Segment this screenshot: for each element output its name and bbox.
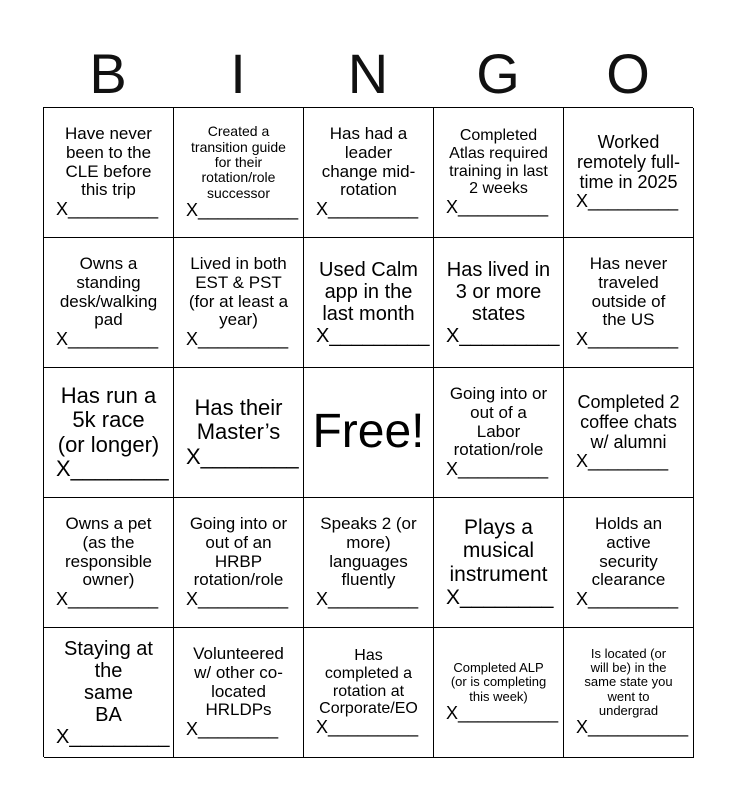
header-letter-o: O bbox=[606, 42, 650, 105]
bingo-cell[interactable] bbox=[564, 628, 694, 758]
signature-line[interactable]: X_________ bbox=[56, 588, 159, 609]
signature-line[interactable]: X__________ bbox=[576, 717, 689, 738]
signature-line[interactable]: X_________ bbox=[56, 328, 159, 349]
cell-prompt: Used Calm app in the last month bbox=[319, 258, 418, 325]
header-letter-n: N bbox=[347, 42, 389, 105]
bingo-cell[interactable] bbox=[44, 368, 174, 498]
cell-prompt: Has had a leader change mid- rotation bbox=[321, 124, 416, 200]
signature-line[interactable]: X_________ bbox=[316, 588, 419, 609]
signature-line[interactable]: X_________ bbox=[576, 588, 679, 609]
bingo-cell[interactable] bbox=[564, 108, 694, 238]
cell-prompt: Owns a standing desk/walking pad bbox=[59, 254, 158, 330]
cell-prompt: Going into or out of an HRBP rotation/role bbox=[189, 514, 288, 590]
header-letter-b: B bbox=[89, 42, 127, 105]
cell-prompt: Completed 2 coffee chats w/ alumni bbox=[577, 391, 680, 452]
signature-line[interactable]: X________ bbox=[186, 718, 279, 739]
bingo-cell[interactable] bbox=[44, 498, 174, 628]
bingo-cell[interactable] bbox=[174, 628, 304, 758]
signature-line[interactable]: X_________ bbox=[316, 716, 419, 737]
signature-line[interactable]: X_________ bbox=[576, 328, 679, 349]
bingo-cell[interactable] bbox=[434, 238, 564, 368]
cell-prompt: Completed ALP (or is completing this week) bbox=[450, 660, 547, 704]
cell-prompt: Going into or out of a Labor rotation/role bbox=[449, 384, 548, 460]
bingo-cell[interactable] bbox=[434, 498, 564, 628]
cell-prompt: Plays a musical instrument bbox=[449, 516, 548, 586]
free-cell[interactable] bbox=[304, 368, 434, 498]
cell-prompt: Worked remotely full- time in 2025 bbox=[576, 131, 681, 192]
signature-line[interactable]: X_________ bbox=[446, 324, 560, 347]
cell-prompt: Speaks 2 (or more) languages fluently bbox=[320, 514, 417, 590]
signature-line[interactable]: X________ bbox=[186, 443, 299, 469]
signature-line[interactable]: X_________ bbox=[56, 725, 170, 748]
bingo-cell[interactable] bbox=[304, 108, 434, 238]
signature-line[interactable]: X_________ bbox=[56, 198, 159, 219]
signature-line[interactable]: X_________ bbox=[316, 324, 430, 347]
bingo-cell[interactable] bbox=[44, 628, 174, 758]
cell-prompt: Have never been to the CLE before this trip bbox=[65, 124, 152, 200]
bingo-cell[interactable] bbox=[304, 628, 434, 758]
bingo-cell[interactable] bbox=[44, 108, 174, 238]
cell-prompt: Has lived in 3 or more states bbox=[446, 258, 551, 325]
bingo-cell[interactable] bbox=[174, 108, 304, 238]
bingo-cell[interactable] bbox=[564, 498, 694, 628]
signature-line[interactable]: X_________ bbox=[446, 196, 549, 217]
cell-prompt: Has completed a rotation at Corporate/EO bbox=[319, 647, 418, 718]
cell-prompt: Staying at the same BA bbox=[64, 637, 153, 726]
signature-line[interactable]: X_________ bbox=[316, 198, 419, 219]
bingo-cell[interactable] bbox=[44, 238, 174, 368]
cell-prompt: Has their Master’s bbox=[194, 395, 283, 445]
header-letter-i: I bbox=[230, 42, 246, 105]
header-letter-g: G bbox=[476, 42, 520, 105]
bingo-cell[interactable] bbox=[564, 368, 694, 498]
signature-line[interactable]: X_________ bbox=[446, 458, 549, 479]
free-label: Free! bbox=[312, 405, 425, 459]
cell-prompt: Completed Atlas required training in last 2 weeks bbox=[449, 127, 548, 198]
signature-line[interactable]: X_________ bbox=[576, 191, 679, 212]
bingo-grid bbox=[43, 107, 693, 757]
cell-prompt: Owns a pet (as the responsible owner) bbox=[65, 514, 152, 590]
bingo-cell[interactable] bbox=[174, 498, 304, 628]
bingo-cell[interactable] bbox=[434, 628, 564, 758]
cell-prompt: Holds an active security clearance bbox=[591, 514, 666, 590]
cell-prompt: Is located (or will be) in the same state you went to undergrad bbox=[584, 645, 673, 719]
signature-line[interactable]: X__________ bbox=[446, 703, 559, 724]
signature-line[interactable]: X__________ bbox=[186, 200, 299, 221]
signature-line[interactable]: X_________ bbox=[186, 328, 289, 349]
bingo-cell[interactable] bbox=[564, 238, 694, 368]
cell-prompt: Has run a 5k race (or longer) bbox=[57, 383, 160, 457]
cell-prompt: Created a transition guide for their rotation/role successor bbox=[191, 123, 286, 201]
cell-prompt: Volunteered w/ other co- located HRLDPs bbox=[193, 644, 284, 720]
signature-line[interactable]: X_________ bbox=[186, 588, 289, 609]
cell-prompt: Has never traveled outside of the US bbox=[589, 254, 668, 330]
bingo-cell[interactable] bbox=[304, 238, 434, 368]
signature-line[interactable]: X________ bbox=[576, 451, 669, 472]
cell-prompt: Lived in both EST & PST (for at least a year) bbox=[188, 254, 289, 330]
bingo-cell[interactable] bbox=[304, 498, 434, 628]
bingo-cell[interactable] bbox=[174, 238, 304, 368]
bingo-header bbox=[43, 40, 693, 108]
bingo-cell[interactable] bbox=[434, 368, 564, 498]
bingo-cell[interactable] bbox=[434, 108, 564, 238]
signature-line[interactable]: X________ bbox=[446, 585, 554, 609]
bingo-cell[interactable] bbox=[174, 368, 304, 498]
signature-line[interactable]: X________ bbox=[56, 455, 169, 481]
